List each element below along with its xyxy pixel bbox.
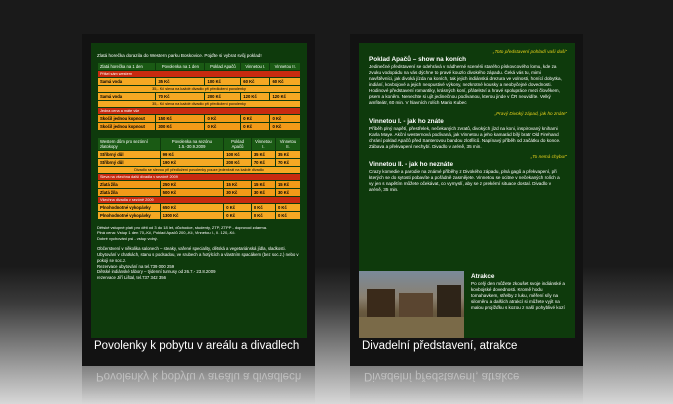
contact-line: rezervace Jiří Lištal, tel.737 342 356 bbox=[97, 275, 167, 281]
contact-line: Rezervace ubytování na tel.739 000 259 bbox=[97, 263, 175, 269]
contact-line: Dětské indiánské tábory – týdenní turnusy od 26.7.- 23.8.2009 bbox=[97, 269, 216, 275]
note-line: Plná cena: Vstup 1 den 70,-Kč, Poklad Apačů 200,-Kč, Vinnetou I., II. 120,-Kč. bbox=[97, 230, 236, 236]
table-header: Vinnetou I. bbox=[241, 63, 270, 71]
note-line: Dětské vstupné platí pro děti od 3 do 18 let, důchodce, studenty, ZTP, ZTPP - doprovod zdarma. bbox=[97, 225, 268, 230]
section-text: Crazy komedie a parodie na známé příběhy z Divokého západu, plná gagů a překvapení, při kterých se do sytosti pobavíte a pořádně zasmějete. Vinnetou se ocitne v nečekaných rolích a vy jen s napětím můžete očekávat, co vymyslí, aby se z prekérní situace dostal. Divadlo v aréně, 35 min. bbox=[369, 168, 560, 192]
left-caption[interactable]: Povolenky k pobytu v areálu a divadlech bbox=[94, 340, 300, 352]
price-cell: 0 Kč bbox=[205, 115, 241, 123]
table-row bbox=[98, 204, 301, 212]
price-cell: 35 Kč bbox=[156, 78, 205, 86]
price-cell: 35 Kč bbox=[275, 151, 300, 159]
quote-text: „Toto představení pohladí vaši duši“ bbox=[492, 49, 567, 54]
program-page bbox=[359, 43, 575, 338]
table-header: Vinnetou II. bbox=[270, 63, 301, 71]
table-header: Povolenka na 1 den bbox=[156, 63, 205, 71]
right-brochure-card[interactable] bbox=[350, 34, 583, 366]
price-cell: 120 Kč bbox=[241, 93, 270, 101]
price-cell: 60 Kč bbox=[241, 78, 270, 86]
price-cell: 500 Kč bbox=[160, 189, 224, 197]
price-cell: 0 Kč bbox=[251, 204, 275, 212]
table-row bbox=[98, 159, 301, 167]
price-cell: 30 Kč bbox=[275, 189, 300, 197]
price-cell: 15 Kč bbox=[224, 181, 252, 189]
building-shape bbox=[437, 285, 461, 317]
price-cell: 0 Kč bbox=[224, 212, 252, 220]
price-notes bbox=[97, 225, 301, 241]
price-cell: 99 Kč bbox=[160, 151, 224, 159]
left-card-reflection bbox=[82, 366, 315, 404]
row-label: Stříbrný důl bbox=[98, 151, 161, 159]
quote-text: „To nemá chybu!“ bbox=[530, 153, 567, 159]
table-row bbox=[98, 151, 301, 159]
table-note: Divadlo se slevou při předložení povolenky pouze jedenkrát na každé divadlo bbox=[98, 167, 301, 174]
price-cell: 0 Kč bbox=[270, 115, 301, 123]
table-note: 35,- Kč sleva na každé divadlo při předložení povolenky bbox=[98, 101, 301, 108]
section-title: Vinnetou II. - jak ho neznáte bbox=[369, 160, 454, 168]
attractions-block bbox=[471, 273, 571, 311]
reflection-text: Divadelní představení, atrakce bbox=[364, 370, 520, 382]
price-cell: 0 Kč bbox=[251, 212, 275, 220]
table-header: Poklad Apačů bbox=[224, 138, 252, 151]
table-row bbox=[98, 78, 301, 86]
right-caption[interactable]: Divadelní představení, atrakce bbox=[362, 340, 518, 352]
table-header: Vinnetou I. bbox=[251, 138, 275, 151]
price-cell: 250 Kč bbox=[160, 181, 224, 189]
table-row bbox=[98, 189, 301, 197]
price-cell: 300 Kč bbox=[156, 123, 205, 131]
price-cell: 0 Kč bbox=[224, 204, 252, 212]
section-label: Sleva na všechna další divadla v sezóně 2009 bbox=[98, 174, 301, 181]
price-cell: 35 Kč bbox=[251, 151, 275, 159]
price-cell: 0 Kč bbox=[241, 115, 270, 123]
section-title: Poklad Apačů – show na koních bbox=[369, 56, 467, 63]
price-cell: 100 Kč bbox=[224, 151, 252, 159]
note-line: Dobré vychování psi - vstup volný. bbox=[97, 235, 158, 241]
price-cell: 60 Kč bbox=[270, 78, 301, 86]
row-label: Samá voda bbox=[98, 78, 156, 86]
price-cell: 200 Kč bbox=[224, 159, 252, 167]
price-cell: 30 Kč bbox=[251, 189, 275, 197]
price-table-daily bbox=[97, 62, 301, 131]
building-shape bbox=[399, 293, 433, 317]
table-note: 35,- Kč sleva na každé divadlo při předložení povolenky bbox=[98, 86, 301, 93]
table-header: Poklad Apačů bbox=[205, 63, 241, 71]
price-cell: 190 Kč bbox=[160, 159, 224, 167]
section-label: Přišel sám western bbox=[98, 71, 301, 78]
table-row bbox=[98, 93, 301, 101]
price-cell: 100 Kč bbox=[205, 78, 241, 86]
price-cell: 1300 Kč bbox=[160, 212, 224, 220]
section-text: Příběh plný napětí, přestřelek, nečekaných zvratů, divokých jízd na koni, inspirovaný knihami Karla Maye. Akční westernová podívaná, jak Vinnetou a jeho kamarád bílý bratr Old Firehand chrání poklad Apačů před Santerovou bandou zlotřilců. Napínavý příběh od začátku do konce. Zábava a překvapení nechybí. Divadlo v aréně, 35 min. bbox=[369, 125, 561, 149]
price-cell: 30 Kč bbox=[224, 189, 252, 197]
table-header: Povolenka na sezónu 1.5.-30.9.2009 bbox=[160, 138, 224, 151]
left-brochure-card[interactable] bbox=[82, 34, 315, 366]
row-label: Plnohodnotné vykopávky bbox=[98, 212, 161, 220]
section-label: Všechna divadla v sezóně 2009 bbox=[98, 197, 301, 204]
table-row bbox=[98, 181, 301, 189]
row-label: Skočil jednou kopnout bbox=[98, 115, 156, 123]
contact-line: Občerstvení v několika salonech – steaky, vařené speciality, dětská a vegetariánská jídla, sladkosti. bbox=[97, 246, 286, 252]
table-row bbox=[98, 212, 301, 220]
row-label: Skočil jednou kopnout bbox=[98, 123, 156, 131]
price-cell: 70 Kč bbox=[275, 159, 300, 167]
price-cell: 150 Kč bbox=[156, 115, 205, 123]
price-cell: 120 Kč bbox=[270, 93, 301, 101]
price-cell: 650 Kč bbox=[160, 204, 224, 212]
table-row bbox=[98, 115, 301, 123]
price-cell: 70 Kč bbox=[251, 159, 275, 167]
price-list-page bbox=[91, 43, 307, 338]
row-label: Stříbrný důl bbox=[98, 159, 161, 167]
price-cell: 0 Kč bbox=[205, 123, 241, 131]
reflection-text: Povolenky k pobytu v areálu a divadlech bbox=[96, 370, 302, 382]
price-cell: 200 Kč bbox=[205, 93, 241, 101]
section-title: Atrakce bbox=[471, 273, 495, 280]
row-label: Samá voda bbox=[98, 93, 156, 101]
section-label: Jedna cena a máte vše bbox=[98, 108, 301, 115]
price-cell: 0 Kč bbox=[270, 123, 301, 131]
section-text: Jedinečné představení se odehrává v nádherné scenérii starého pískovcového lomu, kde za zvuku vodopádu na vás dýchne to pravé kouzlo divokého západu. Čeká vás tu, mimi navštěvníci, jak divoká jízda na koních, tak jejich indiánská drezura ve volnosti, honící dobytka, indiání, kovbojové a jejich neopustivé výkony, nezkrotné kousky a neobyčejné dovednosti. Hodinové představení romantiky, krásných koní, přátelství a hravé spolupráce mezi člověkem, psem a koněm. Nenechte si ujít jedinečnou podívanou, kterou jinde v ČR neuvidíte. Velký amfiteátr, 60 min. V hlavních rolích Mario Kubec bbox=[369, 64, 562, 105]
price-cell: 15 Kč bbox=[275, 181, 300, 189]
building-shape bbox=[367, 289, 395, 317]
price-cell: 15 Kč bbox=[251, 181, 275, 189]
western-town-photo bbox=[359, 271, 464, 338]
table-header: Zlatá horečka na 1 den bbox=[98, 63, 156, 71]
section-text: Po celý den můžete zkoušet svoje indiánské a kovbojské dovednosti. Kromě hodu tomahavkem, střelby z luku, měření síly na siloměru a dalších atrakcí si můžete vyjít na malou projížďku s kozou z naší pohyblivé kozí bbox=[471, 281, 565, 310]
contact-line: Ubytování v chatkách, stanu s podsadou, ve srubech a hotýlcích a vlastním spacákem (bez soc.z.) nebo v pokoji se soc.z. bbox=[97, 251, 299, 263]
row-label: Plnohodnotné vykopávky bbox=[98, 204, 161, 212]
section-title: Vinnetou I. - jak ho znáte bbox=[369, 117, 444, 125]
price-cell: 0 Kč bbox=[275, 212, 300, 220]
price-table-season bbox=[97, 137, 301, 220]
price-cell: 0 Kč bbox=[275, 204, 300, 212]
right-card-reflection bbox=[350, 366, 583, 404]
intro-text: Zlatá horečka dorazila do Western parku Boskovice. Pojďte si vybrat svůj poklad! bbox=[97, 53, 262, 58]
table-header: Vinnetou II. bbox=[275, 138, 300, 151]
ground-shape bbox=[359, 317, 464, 338]
price-cell: 0 Kč bbox=[241, 123, 270, 131]
row-label: Zlatá žíla bbox=[98, 181, 161, 189]
price-cell: 70 Kč bbox=[156, 93, 205, 101]
table-header: Western dům pro sezónní zlatokopy bbox=[98, 138, 161, 151]
contact-info bbox=[97, 246, 301, 281]
row-label: Zlatá žíla bbox=[98, 189, 161, 197]
quote-text: „Pravý Divoký západ, jak ho znáte“ bbox=[494, 110, 567, 116]
table-row bbox=[98, 123, 301, 131]
